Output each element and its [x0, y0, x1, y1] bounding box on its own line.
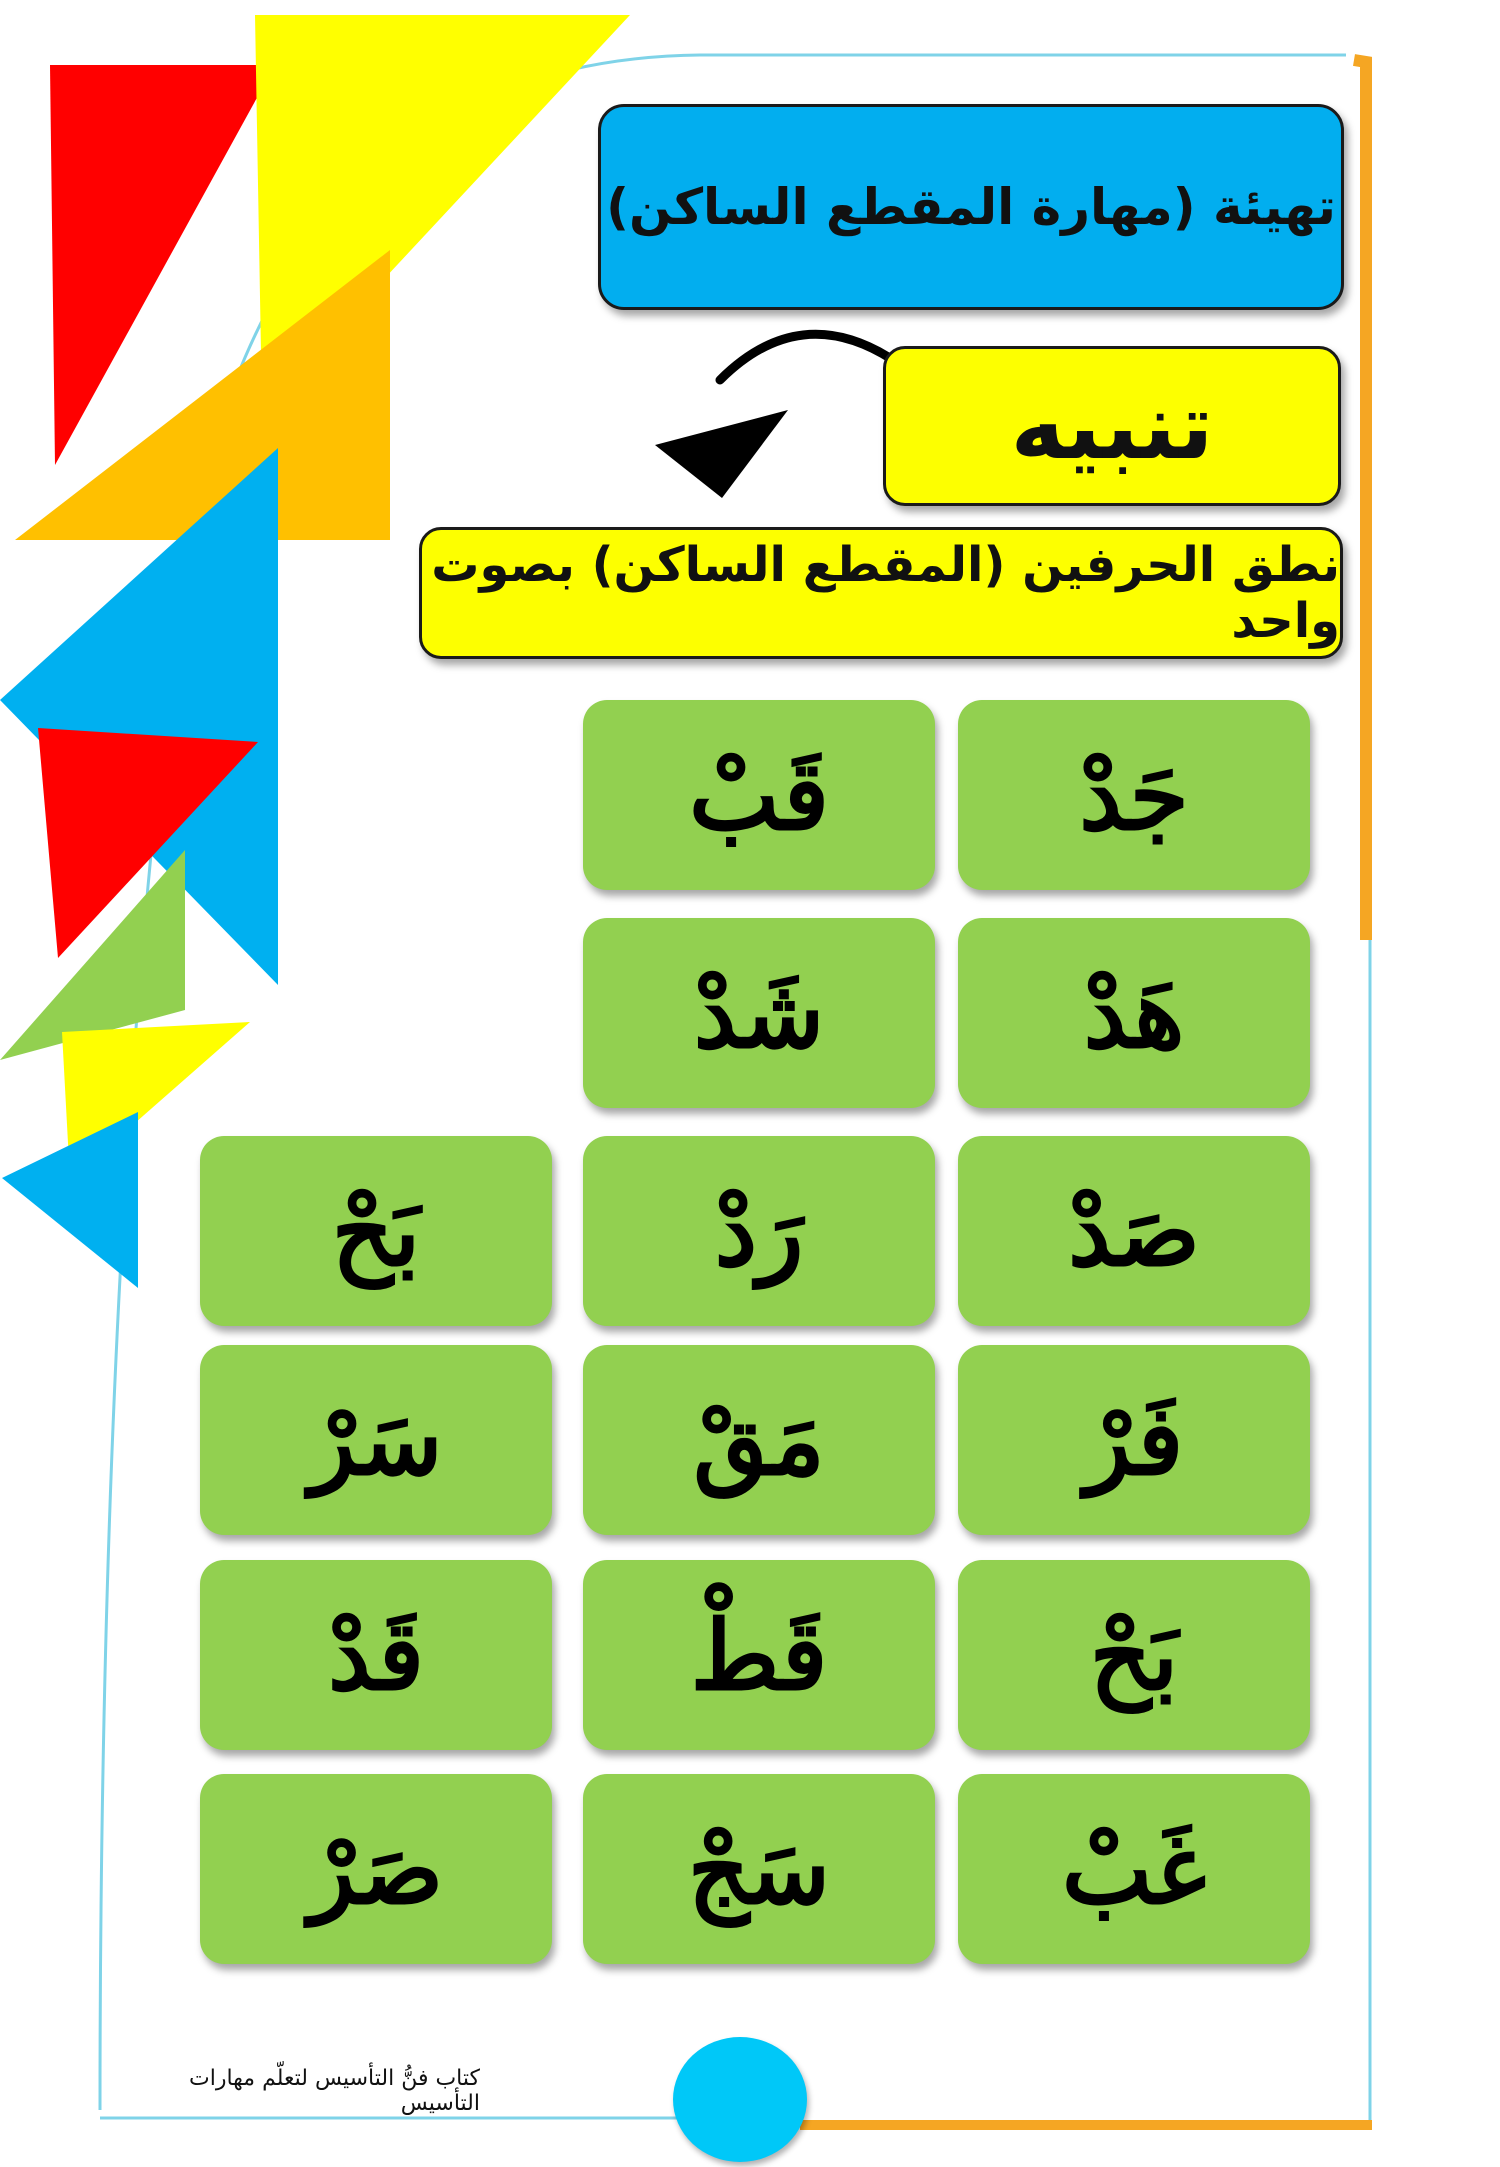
title-banner — [598, 104, 1344, 310]
syllable-text: قَطْ — [690, 1598, 828, 1712]
alert-banner — [883, 346, 1341, 506]
syllable-text: سَجْ — [687, 1812, 831, 1926]
syllable-text: قَبْ — [688, 738, 830, 852]
syllable-card[interactable] — [200, 1136, 552, 1326]
instruction-text: نطق الحرفين (المقطع الساكن) بصوت واحد — [431, 537, 1340, 649]
syllable-card[interactable] — [583, 1345, 935, 1535]
syllable-text: صَرْ — [308, 1812, 444, 1926]
syllable-text: رَدْ — [714, 1174, 804, 1288]
page-marker-circle — [673, 2037, 807, 2162]
syllable-card[interactable] — [958, 918, 1310, 1108]
syllable-card[interactable] — [583, 700, 935, 890]
syllable-card[interactable] — [958, 700, 1310, 890]
syllable-card[interactable] — [583, 1774, 935, 1964]
syllable-card[interactable] — [583, 1136, 935, 1326]
syllable-text: سَرْ — [309, 1383, 443, 1497]
syllable-card[interactable] — [958, 1774, 1310, 1964]
arrow-head-icon — [655, 410, 788, 498]
curved-arrow-icon — [720, 334, 893, 380]
syllable-text: قَدْ — [327, 1598, 425, 1712]
page-title: تهيئة (مهارة المقطع الساكن) — [606, 178, 1336, 236]
footer-book-title: كتاب فنُّ التأسيس لتعلّم مهارات التأسيس — [189, 2066, 480, 2116]
frame-orange-right — [1354, 60, 1366, 940]
syllable-text: مَقْ — [693, 1383, 825, 1497]
syllable-card[interactable] — [200, 1560, 552, 1750]
syllable-card[interactable] — [958, 1560, 1310, 1750]
syllable-card[interactable] — [583, 918, 935, 1108]
syllable-card[interactable] — [583, 1560, 935, 1750]
syllable-card[interactable] — [958, 1345, 1310, 1535]
syllable-text: جَدْ — [1079, 738, 1189, 852]
syllable-card[interactable] — [200, 1774, 552, 1964]
syllable-text: شَدْ — [693, 956, 825, 1070]
alert-label: تنبيه — [1010, 372, 1214, 480]
syllable-text: بَحْ — [1089, 1598, 1179, 1712]
instruction-banner — [419, 527, 1343, 659]
syllable-text: غَبْ — [1061, 1812, 1207, 1926]
syllable-text: فَرْ — [1084, 1383, 1184, 1497]
syllable-text: صَدْ — [1068, 1174, 1200, 1288]
syllable-card[interactable] — [200, 1345, 552, 1535]
syllable-text: بَحْ — [331, 1174, 421, 1288]
syllable-card[interactable] — [958, 1136, 1310, 1326]
syllable-text: هَدْ — [1083, 956, 1185, 1070]
